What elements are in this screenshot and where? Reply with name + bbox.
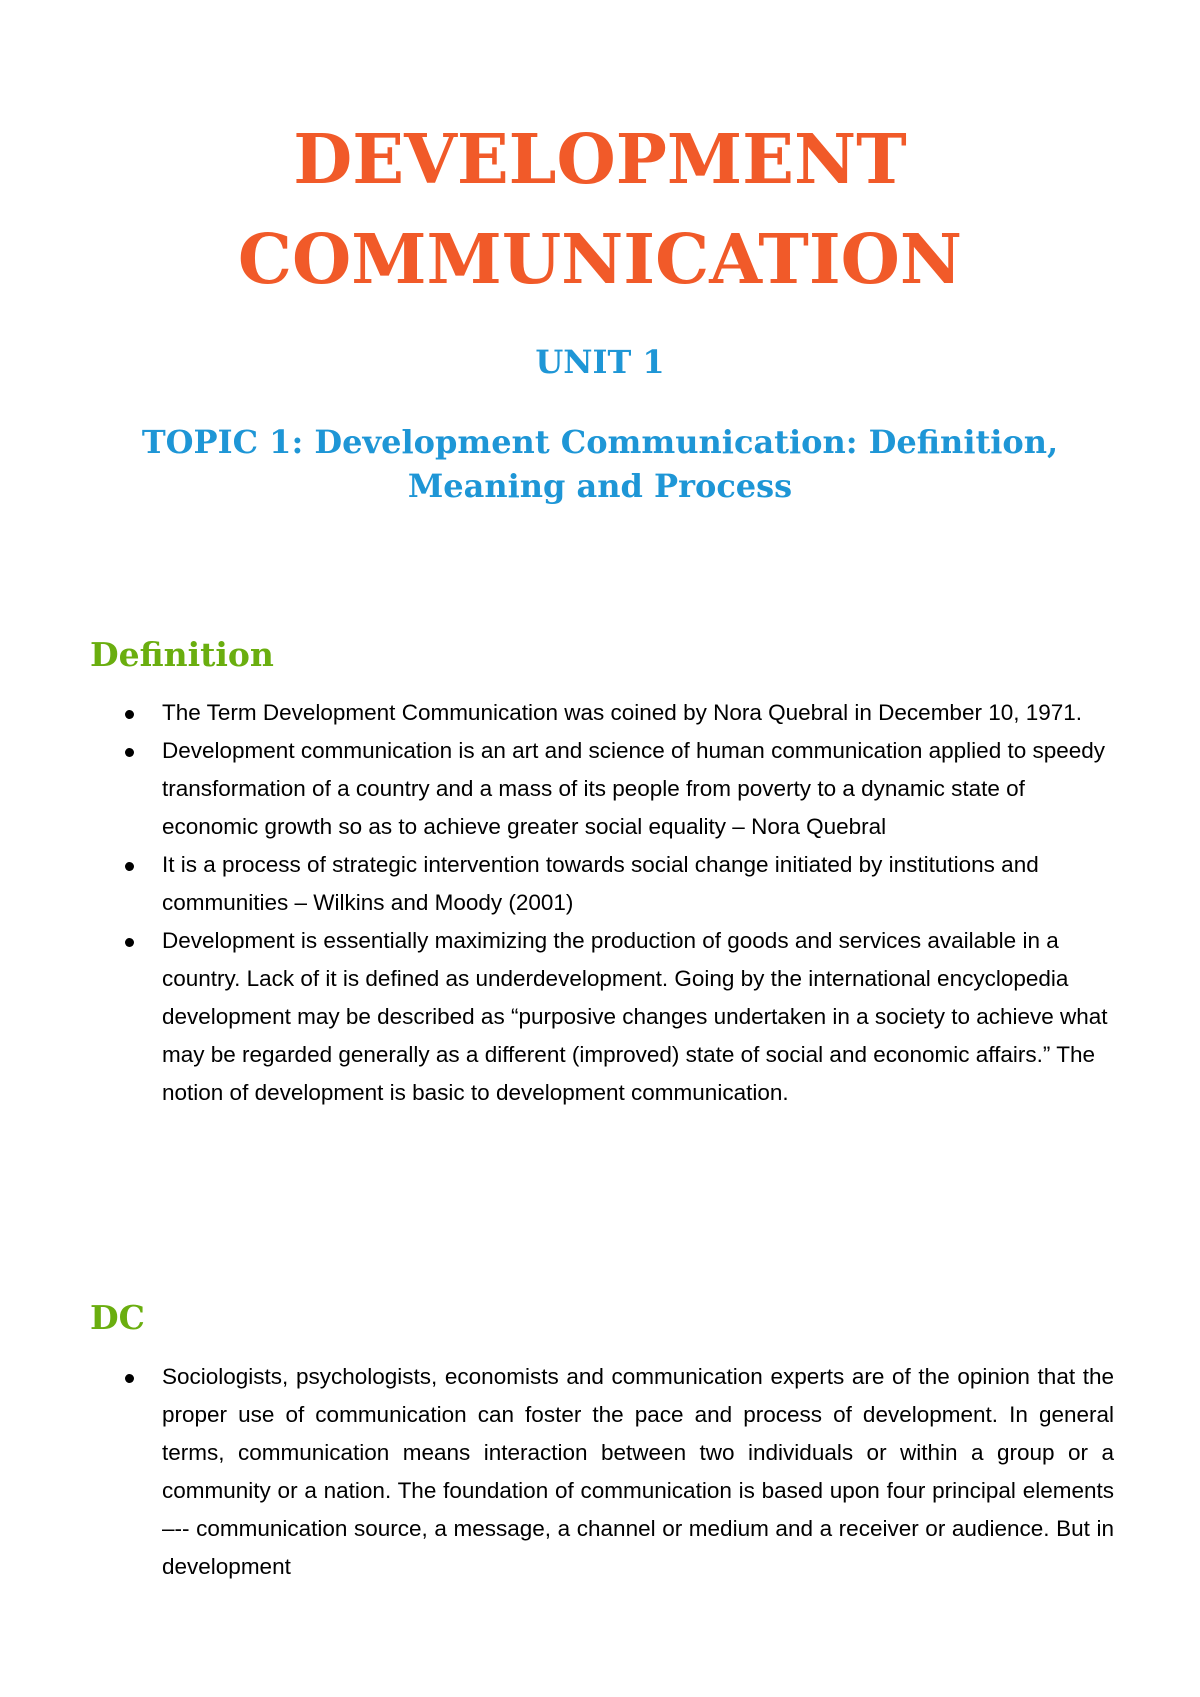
definition-bullet-list: [0, 694, 1200, 1112]
bullet-dot-icon: [125, 710, 134, 719]
bullet-dot-icon: [125, 1374, 134, 1383]
bullet-dot-icon: [125, 862, 134, 871]
list-item: [0, 922, 1200, 1112]
list-item-text: Sociologists, psychologists, economists and communication experts are of the opinion that the proper use of communication can foster the pace and process of development. In general terms, communication means interaction between two individuals or within a group or a community or a nation. The foundation of communication is based upon four principal elements –-- communication source, a message, a channel or medium and a receiver or audience. But in development: [162, 1364, 1114, 1579]
list-item: [0, 1358, 1200, 1586]
bullet-dot-icon: [125, 938, 134, 947]
document-title-line-2: COMMUNICATION: [237, 220, 963, 300]
topic-heading: TOPIC 1: Development Communication: Definition, Meaning and Process: [141, 423, 1059, 505]
document-title-line-1: DEVELOPMENT: [293, 120, 907, 200]
unit-heading: UNIT 1: [535, 343, 665, 381]
list-item-text: Development is essentially maximizing the production of goods and services available in a country. Lack of it is defined as underdevelopment. Going by the international encyclopedia development may be described as “purposive changes undertaken in a society to achieve what may be regarded generally as a different (improved) state of social and economic affairs.” The notion of development is basic to development communication.: [162, 928, 1108, 1105]
bullet-dot-icon: [125, 748, 134, 757]
dc-bullet-list: [0, 1358, 1200, 1586]
list-item: [0, 694, 1200, 732]
list-item-text: It is a process of strategic intervention towards social change initiated by institutions and communities – Wilkins and Moody (2001): [162, 852, 1039, 915]
section-heading-definition: Definition: [90, 635, 274, 674]
section-heading-dc: DC: [90, 1298, 145, 1337]
list-item: [0, 846, 1200, 922]
list-item-text: The Term Development Communication was coined by Nora Quebral in December 10, 1971.: [162, 700, 1083, 725]
list-item: [0, 732, 1200, 846]
list-item-text: Development communication is an art and science of human communication applied to speedy transformation of a country and a mass of its people from poverty to a dynamic state of economic growth so as to achieve greater social equality – Nora Quebral: [162, 738, 1106, 839]
